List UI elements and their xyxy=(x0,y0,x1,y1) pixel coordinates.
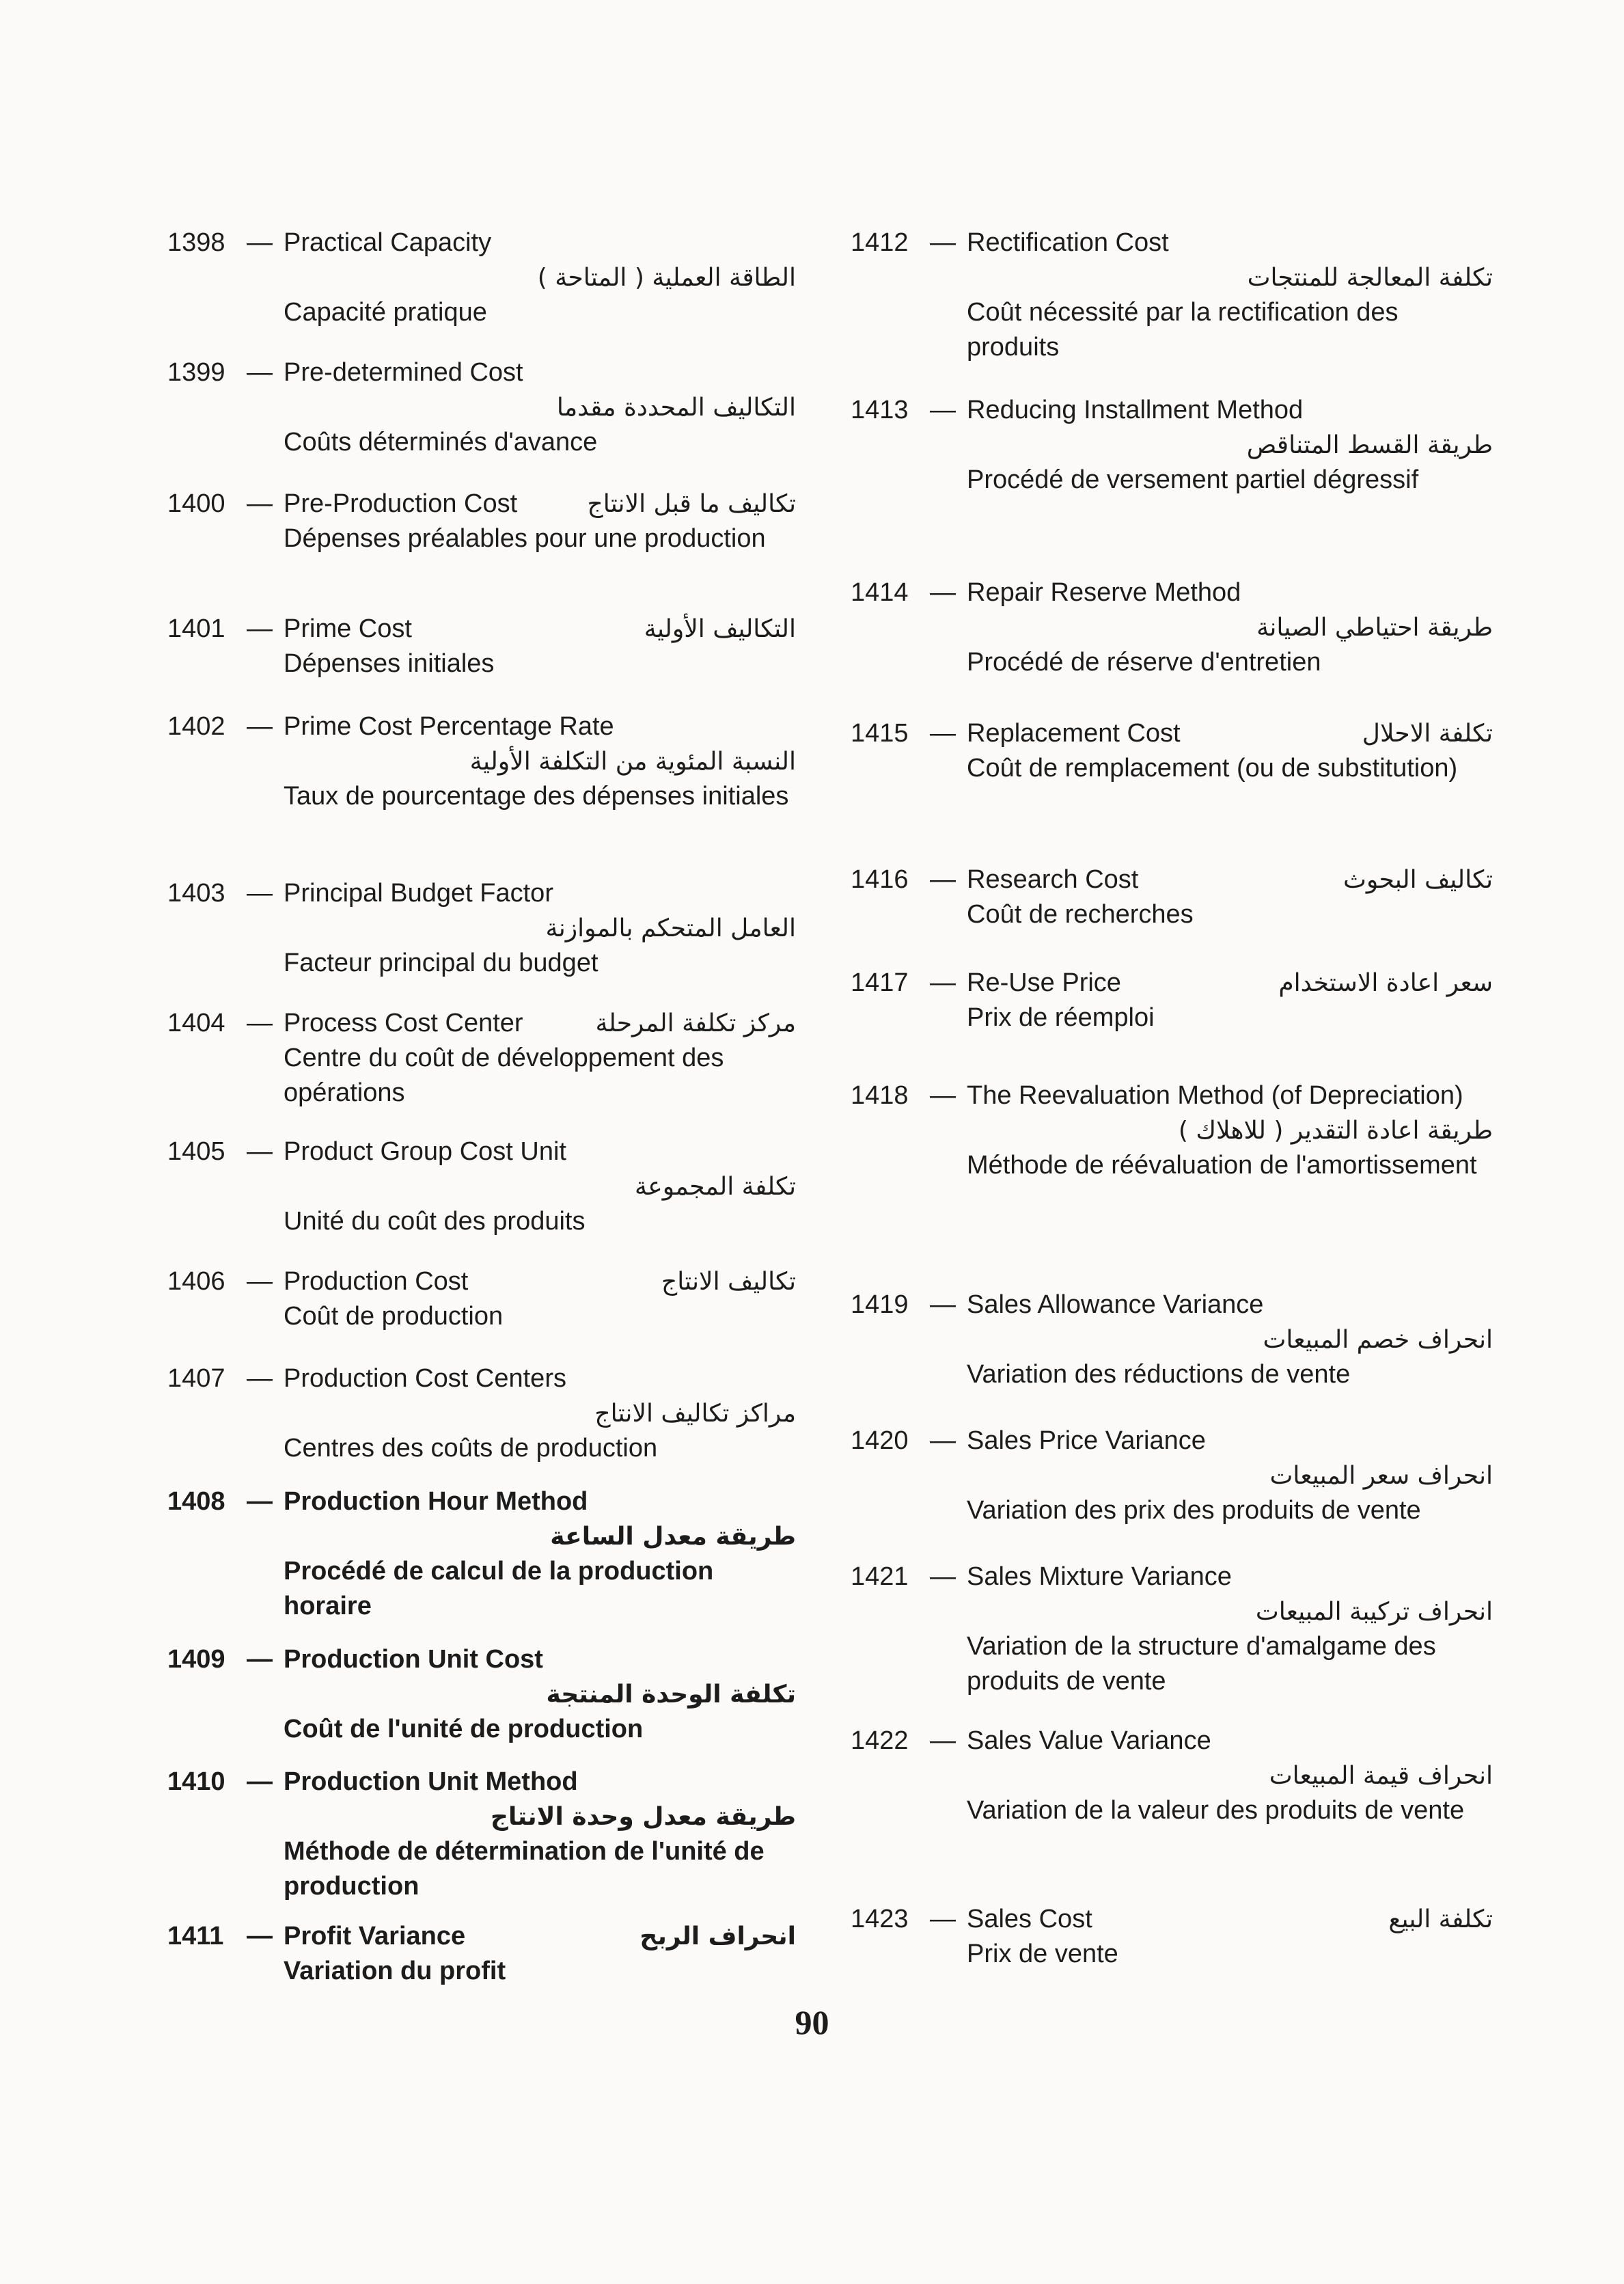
glossary-entry-1412 xyxy=(851,226,1493,365)
french-term: Procédé de réserve d'entretien xyxy=(967,648,1321,677)
glossary-entry-1409 xyxy=(167,1642,796,1747)
french-term: Capacité pratique xyxy=(284,298,487,327)
english-term: Pre-determined Cost xyxy=(284,358,523,387)
entry-dash: — xyxy=(247,1767,273,1796)
entry-number: 1422 xyxy=(851,1726,909,1755)
glossary-entry-1411 xyxy=(167,1919,796,1989)
entry-number: 1411 xyxy=(167,1922,224,1950)
arabic-term: التكاليف الأولية xyxy=(644,615,796,643)
glossary-entry-1404 xyxy=(167,1006,796,1111)
glossary-entry-1416 xyxy=(851,862,1493,932)
french-term: Méthode de réévaluation de l'amortissement xyxy=(967,1151,1477,1180)
english-term: Production Unit Cost xyxy=(284,1645,543,1674)
entry-number: 1417 xyxy=(851,968,909,997)
entry-dash: — xyxy=(247,1364,273,1393)
arabic-term: طريقة القسط المتناقص xyxy=(1246,431,1493,459)
entry-dash: — xyxy=(930,1426,956,1455)
entry-number: 1402 xyxy=(167,712,225,741)
arabic-term: تكلفة الوحدة المنتجة xyxy=(546,1681,796,1709)
english-term: The Reevaluation Method (of Depreciation) xyxy=(967,1081,1463,1110)
arabic-term: العامل المتحكم بالموازنة xyxy=(545,914,796,942)
glossary-entry-1413 xyxy=(851,393,1493,498)
english-term: Product Group Cost Unit xyxy=(284,1137,566,1166)
glossary-entry-1402 xyxy=(167,709,796,814)
glossary-entry-1406 xyxy=(167,1264,796,1334)
arabic-term: طريقة معدل الساعة xyxy=(550,1523,796,1551)
entry-number: 1423 xyxy=(851,1905,909,1933)
arabic-term: النسبة المئوية من التكلفة الأولية xyxy=(469,748,796,776)
french-term: Coût de remplacement (ou de substitution) xyxy=(967,754,1458,783)
page-number: 90 xyxy=(795,2003,829,2041)
entry-dash: — xyxy=(930,1726,956,1755)
english-term: Pre-Production Cost xyxy=(284,489,518,518)
entry-dash: — xyxy=(930,1562,956,1591)
english-term: Repair Reserve Method xyxy=(967,578,1241,607)
entry-number: 1413 xyxy=(851,396,909,424)
arabic-term: تكاليف الانتاج xyxy=(661,1268,796,1296)
french-term: Méthode de détermination de l'unité de production xyxy=(284,1837,765,1901)
entry-dash: — xyxy=(930,228,956,257)
arabic-term: تكاليف ما قبل الانتاج xyxy=(587,490,796,518)
entry-number: 1408 xyxy=(167,1487,225,1516)
french-term: Facteur principal du budget xyxy=(284,949,598,977)
entry-number: 1407 xyxy=(167,1364,225,1393)
entry-dash: — xyxy=(247,1487,273,1516)
entry-dash: — xyxy=(930,1905,956,1933)
entry-dash: — xyxy=(247,1922,273,1950)
glossary-entry-1398 xyxy=(167,226,796,330)
entry-dash: — xyxy=(930,865,956,894)
french-term: Centre du coût de développement des opérations xyxy=(284,1044,724,1107)
entry-number: 1415 xyxy=(851,719,909,748)
french-term: Prix de réemploi xyxy=(967,1003,1155,1032)
english-term: Principal Budget Factor xyxy=(284,879,553,908)
english-term: Profit Variance xyxy=(284,1922,466,1950)
french-term: Coûts déterminés d'avance xyxy=(284,428,598,457)
entry-number: 1401 xyxy=(167,614,225,643)
glossary-entry-1408 xyxy=(167,1484,796,1624)
french-term: Taux de pourcentage des dépenses initiales xyxy=(284,782,789,811)
entry-number: 1409 xyxy=(167,1645,225,1674)
entry-dash: — xyxy=(247,228,273,257)
french-term: Variation de la structure d'amalgame des produits de vente xyxy=(967,1632,1436,1696)
entry-dash: — xyxy=(930,396,956,424)
english-term: Sales Value Variance xyxy=(967,1726,1211,1755)
glossary-entry-1417 xyxy=(851,966,1493,1035)
french-term: Centres des coûts de production xyxy=(284,1434,658,1463)
entry-number: 1406 xyxy=(167,1267,225,1296)
english-term: Re-Use Price xyxy=(967,968,1121,997)
english-term: Rectification Cost xyxy=(967,228,1169,257)
entry-dash: — xyxy=(247,712,273,741)
entry-number: 1418 xyxy=(851,1081,909,1110)
glossary-entry-1421 xyxy=(851,1560,1493,1699)
english-term: Practical Capacity xyxy=(284,228,492,257)
french-term: Variation du profit xyxy=(284,1957,506,1985)
entry-dash: — xyxy=(930,1081,956,1110)
entry-dash: — xyxy=(930,719,956,748)
arabic-term: التكاليف المحددة مقدما xyxy=(556,394,796,422)
french-term: Unité du coût des produits xyxy=(284,1207,586,1236)
french-term: Prix de vente xyxy=(967,1940,1118,1968)
arabic-term: الطاقة العملية ( المتاحة ) xyxy=(537,264,796,292)
entry-number: 1399 xyxy=(167,358,225,387)
english-term: Production Hour Method xyxy=(284,1487,588,1516)
glossary-entry-1405 xyxy=(167,1134,796,1239)
entry-dash: — xyxy=(247,1645,273,1674)
glossary-entry-1403 xyxy=(167,876,796,981)
arabic-term: انحراف قيمة المبيعات xyxy=(1269,1762,1493,1790)
english-term: Sales Price Variance xyxy=(967,1426,1206,1455)
english-term: Prime Cost Percentage Rate xyxy=(284,712,614,741)
french-term: Coût de production xyxy=(284,1302,504,1331)
entry-number: 1405 xyxy=(167,1137,225,1166)
glossary-entry-1400 xyxy=(167,487,796,556)
entry-dash: — xyxy=(247,358,273,387)
arabic-term: تكلفة الاحلال xyxy=(1362,720,1493,748)
french-term: Procédé de versement partiel dégressif xyxy=(967,465,1419,494)
entry-dash: — xyxy=(247,879,273,908)
french-term: Coût de l'unité de production xyxy=(284,1715,644,1743)
entry-dash: — xyxy=(247,1009,273,1037)
french-term: Variation de la valeur des produits de vente xyxy=(967,1796,1465,1825)
entry-dash: — xyxy=(930,1290,956,1319)
english-term: Research Cost xyxy=(967,865,1139,894)
entry-dash: — xyxy=(930,968,956,997)
glossary-entry-1399 xyxy=(167,355,796,460)
french-term: Variation des réductions de vente xyxy=(967,1360,1351,1389)
french-term: Procédé de calcul de la production horaire xyxy=(284,1557,714,1620)
arabic-term: انحراف سعر المبيعات xyxy=(1269,1462,1493,1490)
arabic-term: تكلفة المجموعة xyxy=(635,1173,796,1201)
glossary-entry-1415 xyxy=(851,716,1493,786)
glossary-entry-1422 xyxy=(851,1724,1493,1828)
arabic-term: انحراف خصم المبيعات xyxy=(1263,1326,1493,1354)
english-term: Prime Cost xyxy=(284,614,412,643)
french-term: Dépenses initiales xyxy=(284,649,495,678)
entry-dash: — xyxy=(247,614,273,643)
glossary-entry-1407 xyxy=(167,1361,796,1466)
english-term: Production Unit Method xyxy=(284,1767,578,1796)
arabic-term: طريقة معدل وحدة الانتاج xyxy=(491,1803,796,1831)
english-term: Sales Cost xyxy=(967,1905,1092,1933)
english-term: Sales Mixture Variance xyxy=(967,1562,1232,1591)
glossary-entry-1401 xyxy=(167,612,796,681)
entry-dash: — xyxy=(930,578,956,607)
entry-number: 1419 xyxy=(851,1290,909,1319)
english-term: Replacement Cost xyxy=(967,719,1181,748)
glossary-entry-1418 xyxy=(851,1078,1493,1183)
arabic-term: انحراف الربح xyxy=(639,1922,796,1950)
entry-dash: — xyxy=(247,489,273,518)
entry-number: 1410 xyxy=(167,1767,225,1796)
entry-number: 1398 xyxy=(167,228,225,257)
glossary-entry-1423 xyxy=(851,1902,1493,1972)
french-term: Coût de recherches xyxy=(967,900,1194,929)
arabic-term: تكاليف البحوث xyxy=(1343,866,1493,894)
entry-number: 1420 xyxy=(851,1426,909,1455)
arabic-term: مركز تكلفة المرحلة xyxy=(595,1009,796,1037)
arabic-term: سعر اعادة الاستخدام xyxy=(1278,969,1493,997)
french-term: Coût nécessité par la rectification des produits xyxy=(967,298,1399,362)
english-term: Sales Allowance Variance xyxy=(967,1290,1264,1319)
entry-number: 1416 xyxy=(851,865,909,894)
glossary-entry-1420 xyxy=(851,1424,1493,1528)
arabic-term: انحراف تركيبة المبيعات xyxy=(1255,1598,1493,1626)
french-term: Variation des prix des produits de vente xyxy=(967,1496,1421,1525)
glossary-entry-1410 xyxy=(167,1765,796,1904)
entry-number: 1412 xyxy=(851,228,909,257)
arabic-term: مراكز تكاليف الانتاج xyxy=(594,1400,796,1428)
arabic-term: طريقة اعادة التقدير ( للاهلاك ) xyxy=(1178,1117,1493,1145)
entry-dash: — xyxy=(247,1267,273,1296)
entry-number: 1404 xyxy=(167,1009,225,1037)
english-term: Production Cost xyxy=(284,1267,469,1296)
glossary-entry-1419 xyxy=(851,1288,1493,1392)
entry-number: 1400 xyxy=(167,489,225,518)
arabic-term: تكلفة المعالجة للمنتجات xyxy=(1247,264,1493,292)
english-term: Reducing Installment Method xyxy=(967,396,1304,424)
english-term: Process Cost Center xyxy=(284,1009,523,1037)
entry-number: 1414 xyxy=(851,578,909,607)
arabic-term: طريقة احتياطي الصيانة xyxy=(1256,614,1493,642)
arabic-term: تكلفة البيع xyxy=(1388,1905,1493,1933)
english-term: Production Cost Centers xyxy=(284,1364,566,1393)
entry-dash: — xyxy=(247,1137,273,1166)
entry-number: 1421 xyxy=(851,1562,909,1591)
glossary-entry-1414 xyxy=(851,575,1493,680)
entry-number: 1403 xyxy=(167,879,225,908)
french-term: Dépenses préalables pour une production xyxy=(284,524,766,553)
